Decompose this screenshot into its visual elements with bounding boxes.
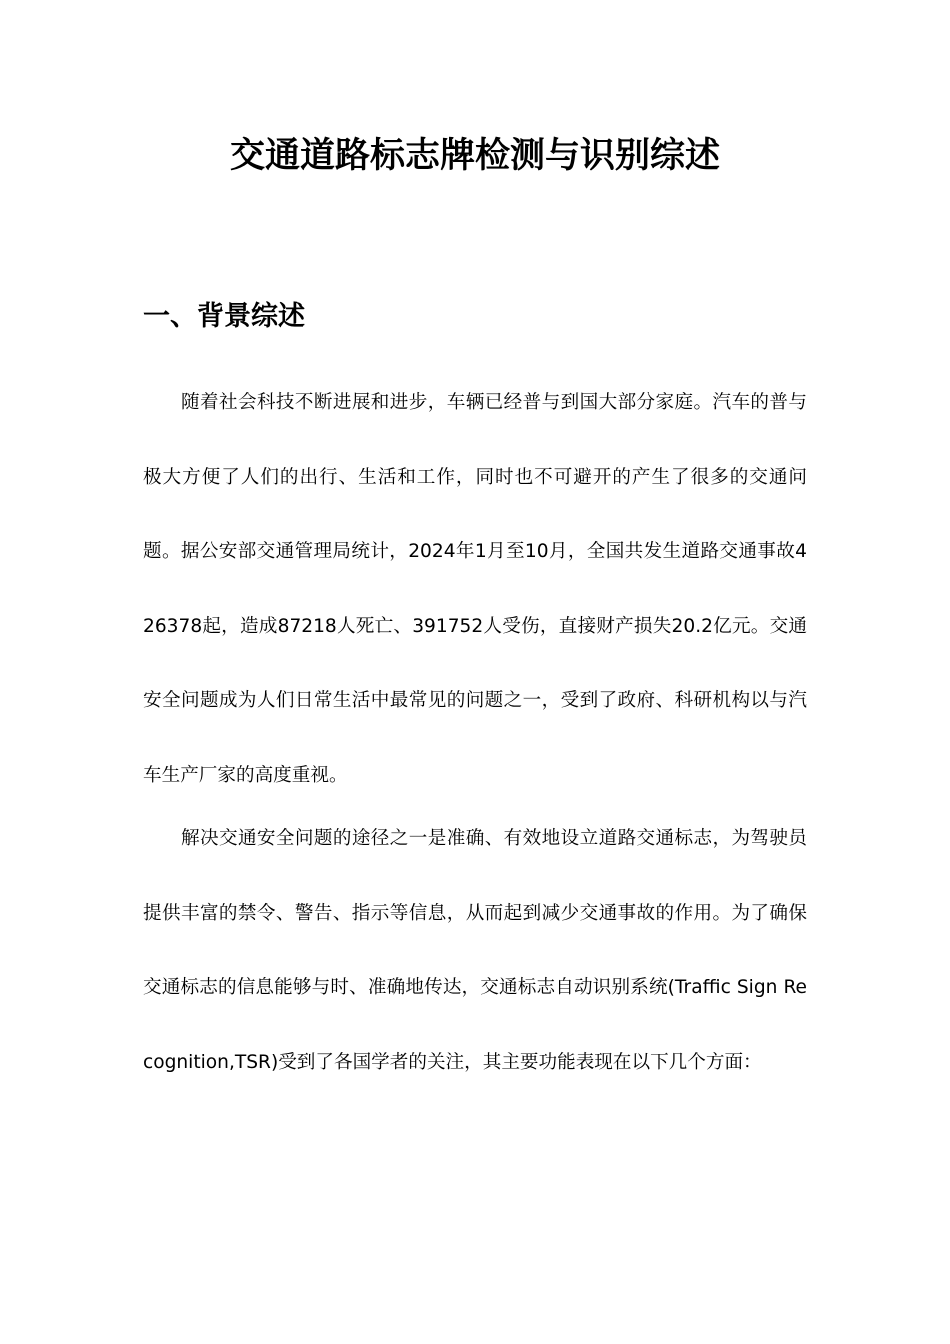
document-title: 交通道路标志牌检测与识别综述 (229, 136, 720, 176)
section-heading: 一、背景综述 (143, 301, 305, 332)
paragraph-background-2: 解决交通安全问题的途径之一是准确、有效地设立道路交通标志，为驾驶员提供丰富的禁令、警告、指示等信息，从而起到减少交通事故的作用。为了确保交通标志的信息能够与时、准确地传达，交通标志自动识别系统(Traffic Sign Recognition,TSR)受到了各国学者的关注，其主要功能表现在以下几个方面： (143, 828, 807, 1073)
paragraph-background-1: 随着社会科技不断进展和进步，车辆已经普与到国大部分家庭。汽车的普与极大方便了人们的出行、生活和工作，同时也不可避开的产生了很多的交通问题。据公安部交通管理局统计，2024年1月至10月，全国共发生道路交通事故426378起，造成87218人死亡、391752人受伤，直接财产损失20.2亿元。交通安全问题成为人们日常生活中最常见的问题之一，受到了政府、科研机构以与汽车生产厂家的高度重视。 (143, 392, 807, 786)
